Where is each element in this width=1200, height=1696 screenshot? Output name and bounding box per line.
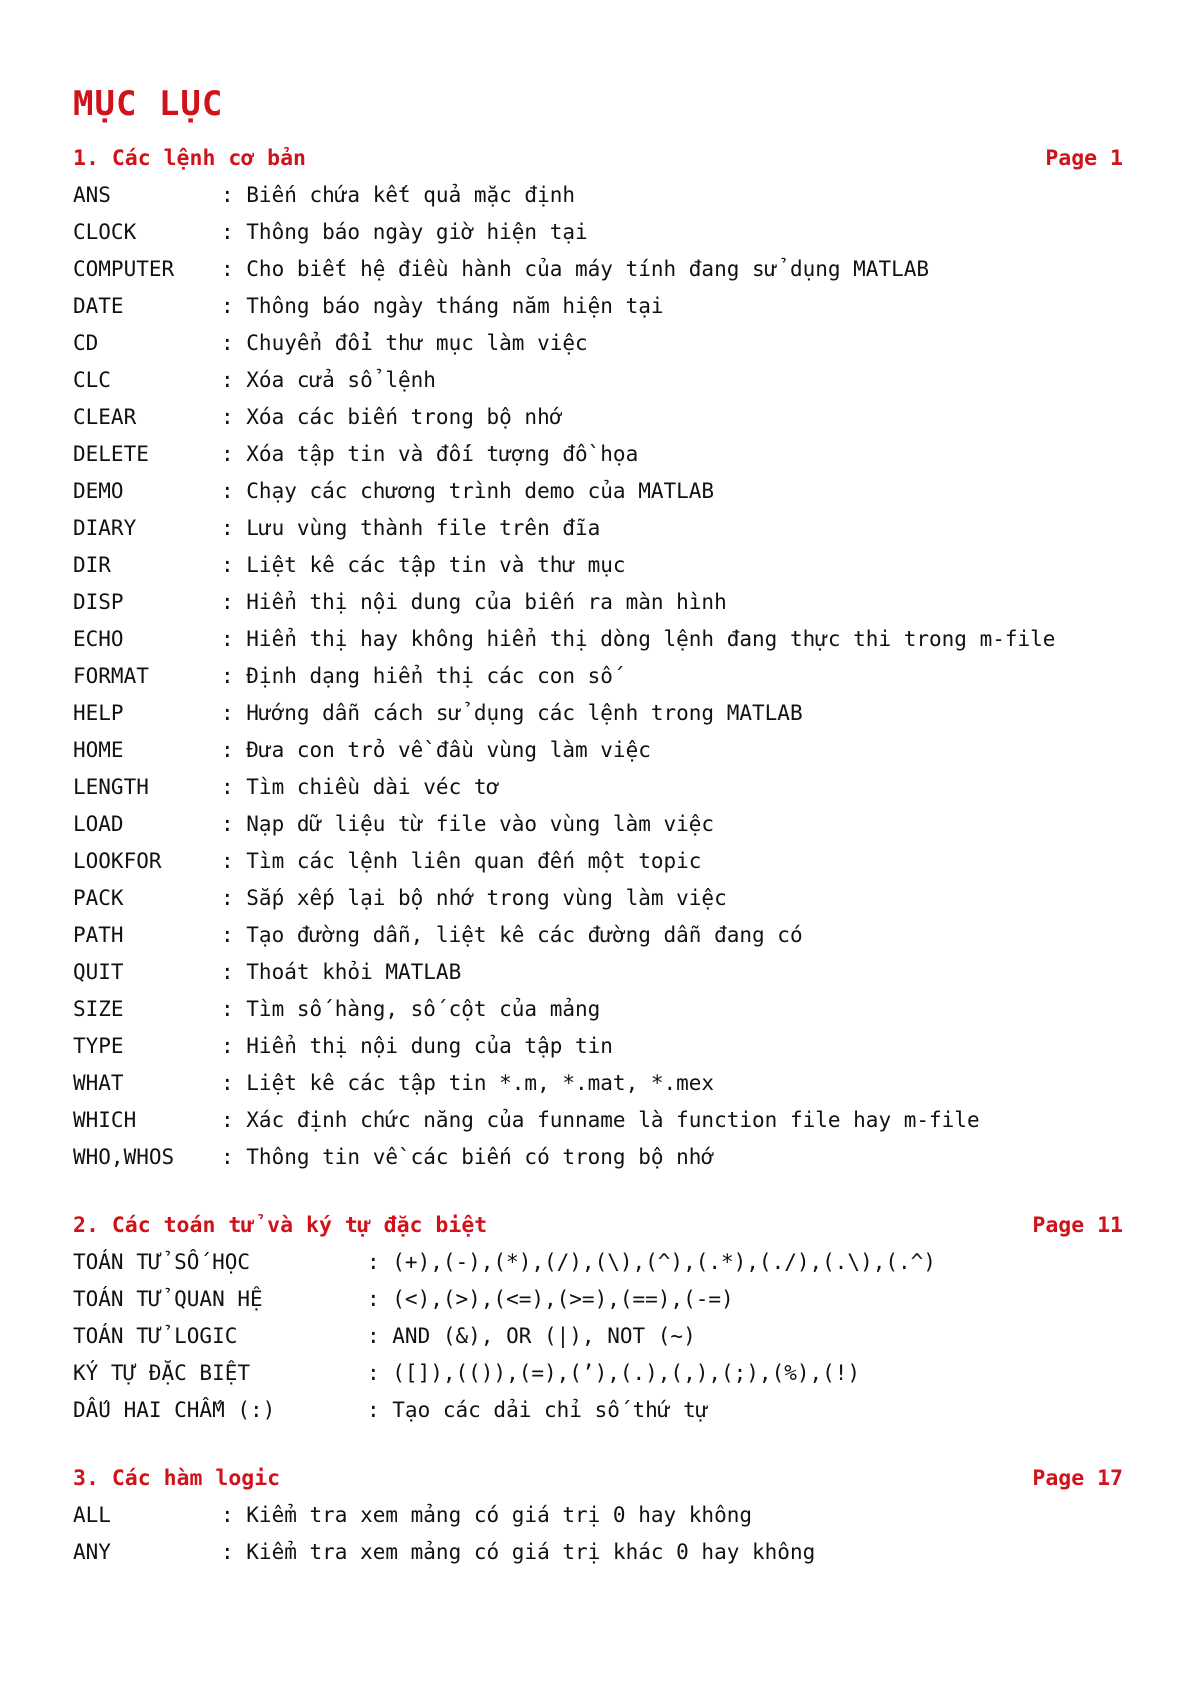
command-name: LOOKFOR [73, 849, 162, 873]
command-name: CD [73, 331, 99, 355]
command-description: : Liệt kê các tập tin và thư mục [221, 553, 626, 577]
toc-row [73, 214, 1123, 251]
command-name: DIARY [73, 516, 137, 540]
toc-row [73, 1281, 1123, 1318]
operator-description: : AND (&), OR (|), NOT (~) [367, 1324, 696, 1348]
toc-row [73, 288, 1123, 325]
toc-row [73, 547, 1123, 584]
toc-row [73, 658, 1123, 695]
toc-row [73, 362, 1123, 399]
command-description: : Biến chứa kết quả mặc định [221, 183, 576, 207]
operator-name: DẤU HAI CHẤM (:) [73, 1398, 276, 1422]
toc-row [73, 1318, 1123, 1355]
command-description: : Hiển thị hay không hiển thị dòng lệnh đang thực thi trong m-file [221, 627, 1056, 651]
section-page-number: Page 1 [1045, 146, 1123, 171]
section-page-number: Page 17 [1032, 1466, 1123, 1491]
command-name: DIR [73, 553, 111, 577]
command-description: : Thoát khỏi MATLAB [221, 960, 462, 984]
command-name: QUIT [73, 960, 124, 984]
command-name: TYPE [73, 1034, 124, 1058]
toc-row [73, 806, 1123, 843]
section-title: 2. Các toán tử và ký tự đặc biệt [73, 1213, 488, 1238]
toc-row [73, 584, 1123, 621]
toc-row [73, 917, 1123, 954]
command-name: LENGTH [73, 775, 149, 799]
command-description: : Thông báo ngày giờ hiện tại [221, 220, 588, 244]
toc-row [73, 621, 1123, 658]
toc-row [73, 732, 1123, 769]
operator-name: TOÁN TỬ QUAN HỆ [73, 1287, 263, 1311]
command-name: HOME [73, 738, 124, 762]
section-title: 1. Các lệnh cơ bản [73, 146, 306, 171]
toc-row [73, 1355, 1123, 1392]
command-description: : Thông báo ngày tháng năm hiện tại [221, 294, 664, 318]
toc-row [73, 1497, 1123, 1534]
command-description: : Xác định chức năng của funname là function file hay m-file [221, 1108, 980, 1132]
command-description: : Liệt kê các tập tin *.m, *.mat, *.mex [221, 1071, 715, 1095]
command-description: : Tìm chiều dài véc tơ [221, 775, 500, 799]
command-description: : Hiển thị nội dung của tập tin [221, 1034, 613, 1058]
toc-page [73, 82, 1123, 1571]
toc-row [73, 1392, 1123, 1429]
toc-row [73, 1139, 1123, 1176]
section-page-number: Page 11 [1032, 1213, 1123, 1238]
section-heading[interactable] [73, 1207, 1123, 1244]
command-name: DATE [73, 294, 124, 318]
toc-row [73, 473, 1123, 510]
operator-name: TOÁN TỬ SỐ HỌC [73, 1250, 251, 1274]
function-description: : Kiểm tra xem mảng có giá trị 0 hay không [221, 1503, 753, 1527]
function-name: ANY [73, 1540, 111, 1564]
command-name: FORMAT [73, 664, 149, 688]
command-name: CLEAR [73, 405, 137, 429]
toc-row [73, 695, 1123, 732]
toc-row [73, 880, 1123, 917]
command-name: WHICH [73, 1108, 137, 1132]
command-name: ANS [73, 183, 111, 207]
command-name: DELETE [73, 442, 149, 466]
command-description: : Đưa con trỏ về đầu vùng làm việc [221, 738, 651, 762]
command-name: PACK [73, 886, 124, 910]
command-name: LOAD [73, 812, 124, 836]
operator-description: : (<),(>),(<=),(>=),(==),(-=) [367, 1287, 734, 1311]
operator-description: : ([]),(()),(=),(’),(.),(,),(;),(%),(!) [367, 1361, 861, 1385]
section-heading[interactable] [73, 1460, 1123, 1497]
operator-name: TOÁN TỬ LOGIC [73, 1324, 238, 1348]
operator-description: : (+),(-),(*),(/),(\),(^),(.*),(./),(.\),(.^) [367, 1250, 936, 1274]
command-description: : Xóa tập tin và đối tượng đồ họa [221, 442, 639, 466]
command-description: : Thông tin về các biến có trong bộ nhớ [221, 1145, 715, 1169]
toc-row [73, 954, 1123, 991]
command-description: : Hiển thị nội dung của biến ra màn hình [221, 590, 727, 614]
command-name: CLOCK [73, 220, 137, 244]
toc-row [73, 991, 1123, 1028]
toc-row [73, 1244, 1123, 1281]
command-description: : Cho biết hệ điều hành của máy tính đang sử dụng MATLAB [221, 257, 930, 281]
command-name: WHAT [73, 1071, 124, 1095]
operator-description: : Tạo các dải chỉ số thứ tự [367, 1398, 709, 1422]
command-description: : Nạp dữ liệu từ file vào vùng làm việc [221, 812, 715, 836]
command-description: : Chạy các chương trình demo của MATLAB [221, 479, 715, 503]
command-description: : Chuyển đổi thư mục làm việc [221, 331, 588, 355]
command-name: PATH [73, 923, 124, 947]
command-description: : Lưu vùng thành file trên đĩa [221, 516, 601, 540]
command-description: : Sắp xếp lại bộ nhớ trong vùng làm việc [221, 886, 727, 910]
command-name: CLC [73, 368, 111, 392]
function-description: : Kiểm tra xem mảng có giá trị khác 0 hay không [221, 1540, 816, 1564]
toc-row [73, 177, 1123, 214]
section-heading[interactable] [73, 140, 1123, 177]
command-description: : Tìm số hàng, số cột của mảng [221, 997, 601, 1021]
toc-row [73, 251, 1123, 288]
command-name: HELP [73, 701, 124, 725]
section-title: 3. Các hàm logic [73, 1466, 281, 1491]
toc-section-operators [73, 1207, 1123, 1429]
command-description: : Tìm các lệnh liên quan đến một topic [221, 849, 702, 873]
page-title: MỤC LỤC [73, 84, 224, 124]
toc-section-logic-functions [73, 1460, 1123, 1571]
command-description: : Xóa các biến trong bộ nhớ [221, 405, 563, 429]
toc-section-basic-commands [73, 140, 1123, 1176]
toc-row [73, 1028, 1123, 1065]
command-name: WHO,WHOS [73, 1145, 175, 1169]
toc-row [73, 436, 1123, 473]
command-name: DISP [73, 590, 124, 614]
command-description: : Định dạng hiển thị các con số [221, 664, 613, 688]
toc-row [73, 510, 1123, 547]
toc-row [73, 843, 1123, 880]
command-name: DEMO [73, 479, 124, 503]
command-description: : Xóa cửa sổ lệnh [221, 368, 436, 392]
toc-row [73, 1065, 1123, 1102]
command-name: COMPUTER [73, 257, 175, 281]
toc-row [73, 1102, 1123, 1139]
toc-row [73, 1534, 1123, 1571]
toc-row [73, 325, 1123, 362]
toc-row [73, 399, 1123, 436]
function-name: ALL [73, 1503, 111, 1527]
operator-name: KÝ TỰ ĐẶC BIỆT [73, 1361, 251, 1385]
command-description: : Hướng dẫn cách sử dụng các lệnh trong MATLAB [221, 701, 803, 725]
toc-row [73, 769, 1123, 806]
command-description: : Tạo đường dẫn, liệt kê các đường dẫn đang có [221, 923, 803, 947]
command-name: ECHO [73, 627, 124, 651]
command-name: SIZE [73, 997, 124, 1021]
